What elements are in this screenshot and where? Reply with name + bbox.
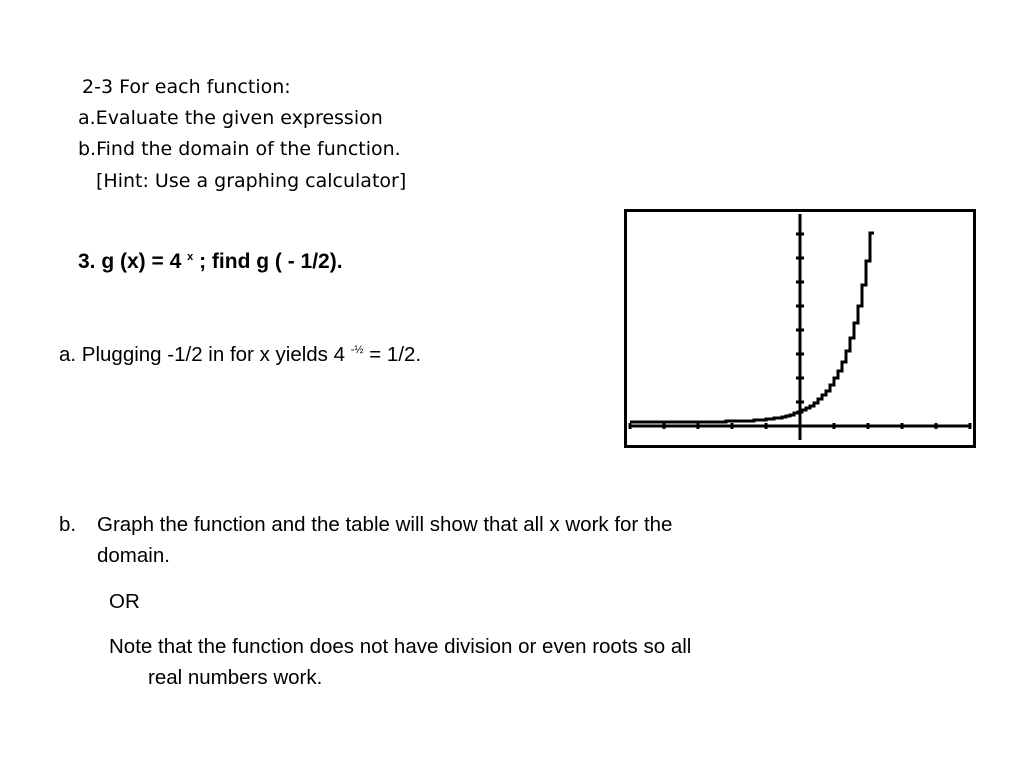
part-a-exponent: -½ — [350, 344, 364, 357]
problem-prefix: 3. g (x) = 4 — [78, 250, 188, 273]
part-b-line1: Graph the function and the table will show that all x work for the — [97, 513, 673, 536]
problem-exponent: x — [187, 251, 194, 263]
graphing-calculator-screen — [624, 209, 976, 448]
part-b-note-line1: Note that the function does not have division or even roots so all — [109, 635, 692, 658]
part-b-marker: b. — [59, 513, 77, 536]
part-a-answer — [59, 343, 421, 367]
part-a-text: a. Plugging -1/2 in for x yields 4 — [59, 343, 351, 366]
part-b-or: OR — [109, 590, 140, 613]
part-a-result: = 1/2. — [363, 343, 422, 366]
exponential-curve — [630, 233, 874, 422]
part-b-line2: domain. — [97, 544, 170, 567]
problem-statement — [78, 250, 343, 274]
part-b-note-line2: real numbers work. — [148, 666, 323, 689]
exponential-graph — [627, 212, 973, 445]
intro-line-hint: [Hint: Use a graphing calculator] — [96, 170, 407, 192]
intro-line-heading: 2-3 For each function: — [82, 76, 291, 98]
problem-suffix: ; find g ( - 1/2). — [193, 250, 343, 273]
intro-line-domain: b.Find the domain of the function. — [78, 138, 401, 160]
intro-line-evaluate: a.Evaluate the given expression — [78, 107, 383, 129]
